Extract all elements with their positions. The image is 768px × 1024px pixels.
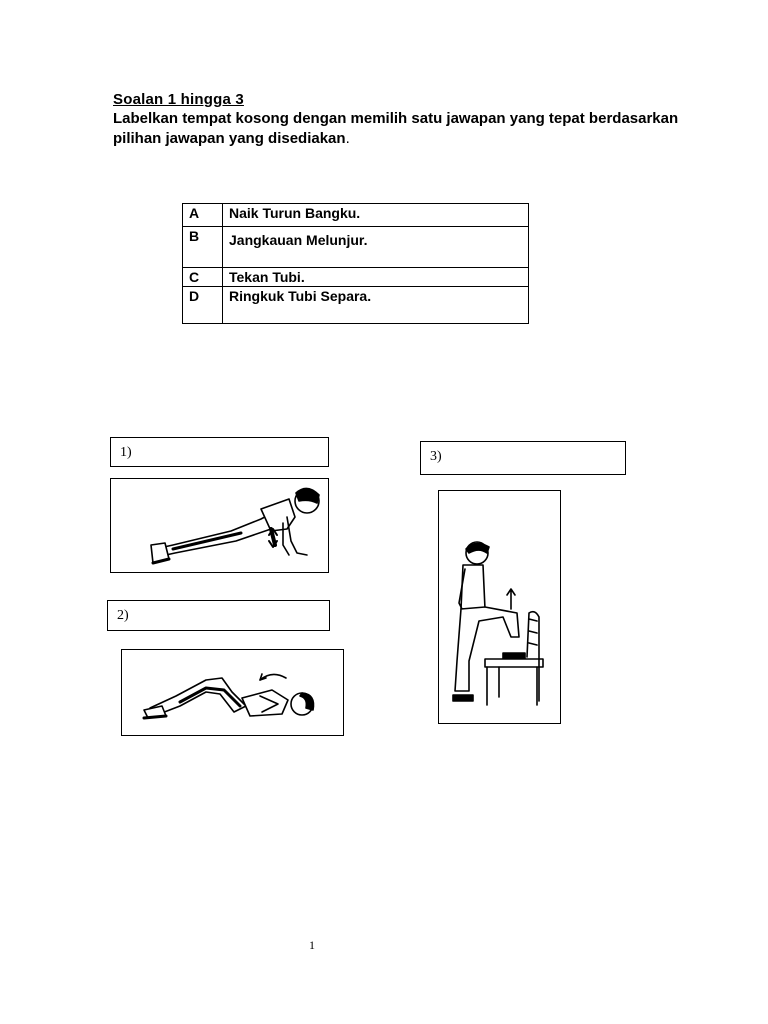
- option-text: Tekan Tubi.: [223, 268, 529, 287]
- pushup-figure: [111, 479, 328, 572]
- option-key: C: [183, 268, 223, 287]
- option-row-a: [183, 204, 529, 227]
- option-text: Naik Turun Bangku.: [223, 204, 529, 227]
- instruction-period: .: [345, 130, 350, 147]
- answer-box-1[interactable]: [110, 437, 329, 467]
- instruction-body: Labelkan tempat kosong dengan memilih satu jawapan yang tepat berdasarkan pilihan jawapan yang disediakan: [113, 110, 679, 147]
- option-key: B: [183, 227, 223, 268]
- stepup-illustration: [438, 490, 561, 724]
- option-key: A: [183, 204, 223, 227]
- option-row-b: [183, 227, 529, 268]
- question-number: 1): [120, 445, 132, 460]
- curlup-illustration: [121, 649, 344, 736]
- answer-options-table: [182, 203, 529, 324]
- page-number: 1: [309, 938, 315, 952]
- answer-box-2[interactable]: [107, 600, 330, 631]
- question-number: 3): [430, 449, 442, 464]
- option-row-c: [183, 268, 529, 287]
- question-number: 2): [117, 608, 129, 623]
- option-key: D: [183, 287, 223, 324]
- stepup-figure: [439, 491, 560, 723]
- option-row-d: [183, 287, 529, 324]
- option-text: Jangkauan Melunjur.: [223, 227, 529, 268]
- section-heading: Soalan 1 hingga 3: [113, 91, 244, 108]
- pushup-illustration: [110, 478, 329, 573]
- curlup-figure: [122, 650, 343, 735]
- option-text: Ringkuk Tubi Separa.: [223, 287, 529, 324]
- answer-box-3[interactable]: [420, 441, 626, 475]
- instruction-text: [113, 109, 713, 149]
